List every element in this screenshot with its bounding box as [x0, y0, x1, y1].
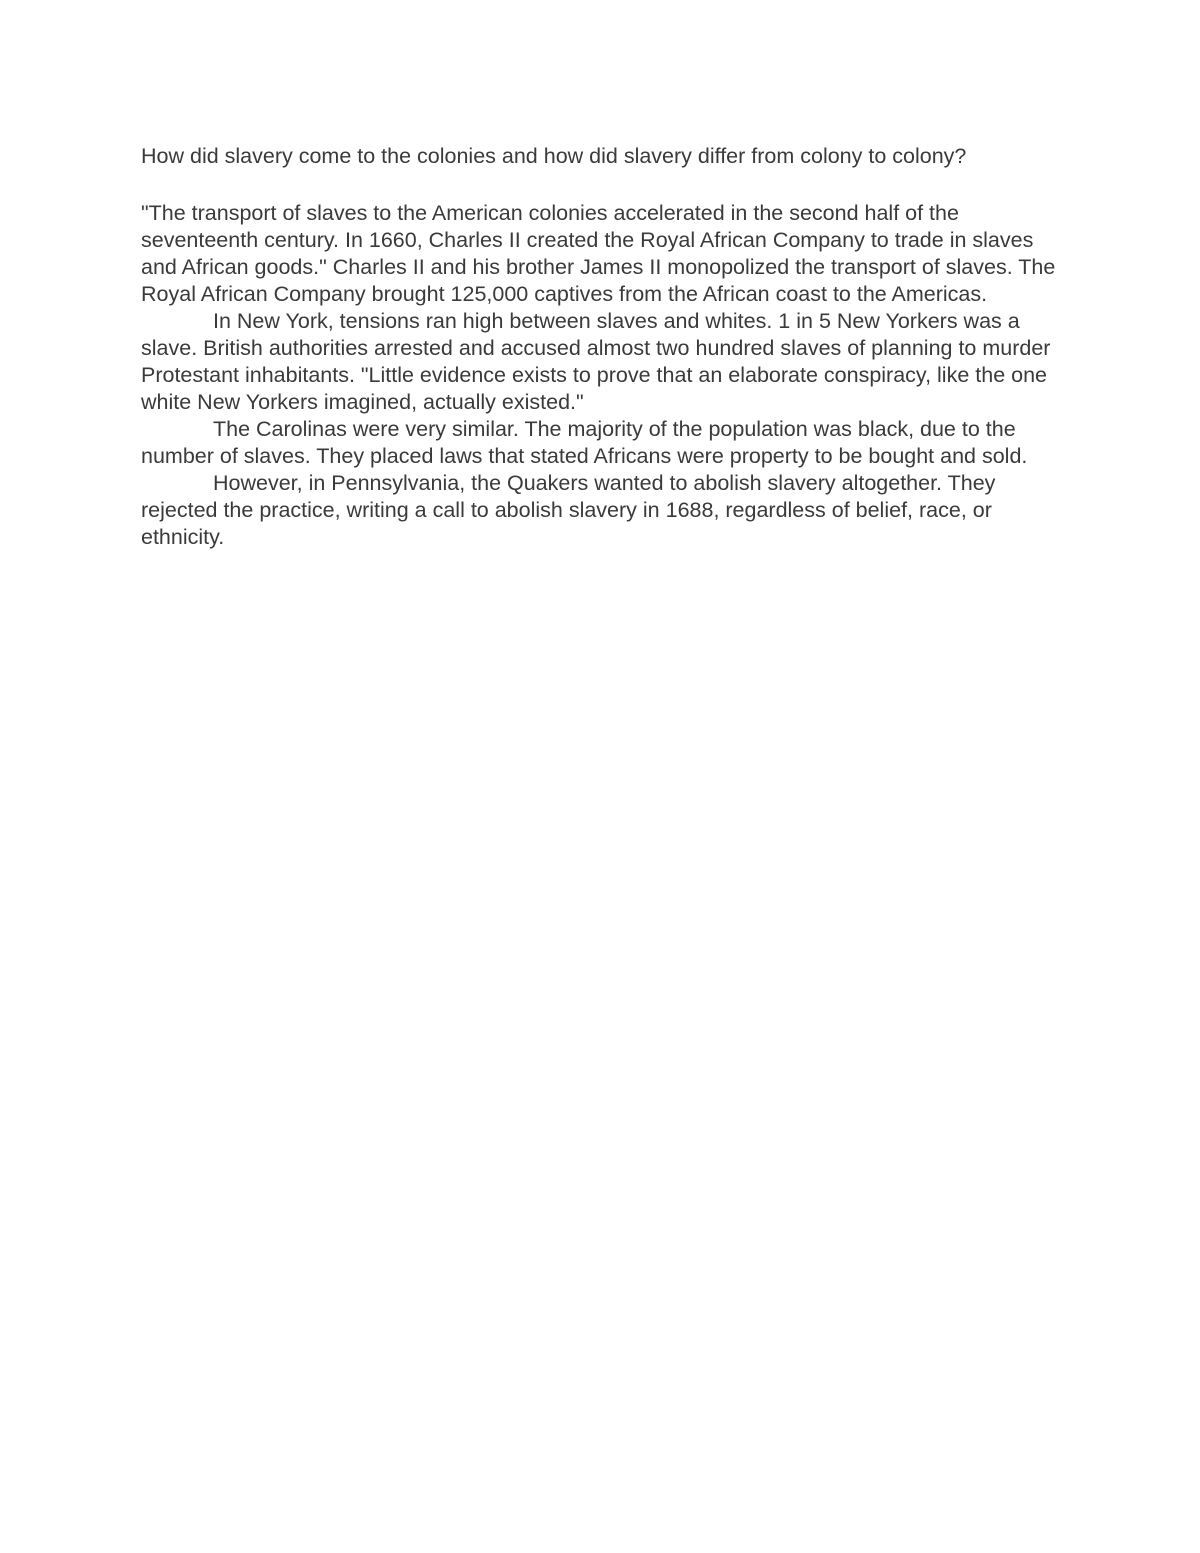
- paragraph-new-york: In New York, tensions ran high between slaves and whites. 1 in 5 New Yorkers was a slave. British authorities arrested and accused almost two hundred slaves of planning to murder Protestant inhabitants. "Little evidence exists to prove that an elaborate conspiracy, like the one white New Yorkers imagined, actually existed.": [141, 309, 1051, 414]
- document-body: [141, 143, 1066, 551]
- paragraph-royal-african-company: "The transport of slaves to the American colonies accelerated in the second half of the seventeenth century. In 1660, Charles II created the Royal African Company to trade in slaves and African goods." Charles II and his brother James II monopolized the transport of slaves. The Royal African Company brought 125,000 captives from the African coast to the Americas.: [141, 201, 1056, 306]
- paragraph-carolinas: The Carolinas were very similar. The majority of the population was black, due to the number of slaves. They placed laws that stated Africans were property to be bought and sold.: [141, 417, 1028, 468]
- paragraph-pennsylvania: However, in Pennsylvania, the Quakers wanted to abolish slavery altogether. They rejected the practice, writing a call to abolish slavery in 1688, regardless of belief, race, or ethnicity.: [141, 471, 996, 549]
- essay-question: How did slavery come to the colonies and how did slavery differ from colony to colony?: [141, 144, 967, 168]
